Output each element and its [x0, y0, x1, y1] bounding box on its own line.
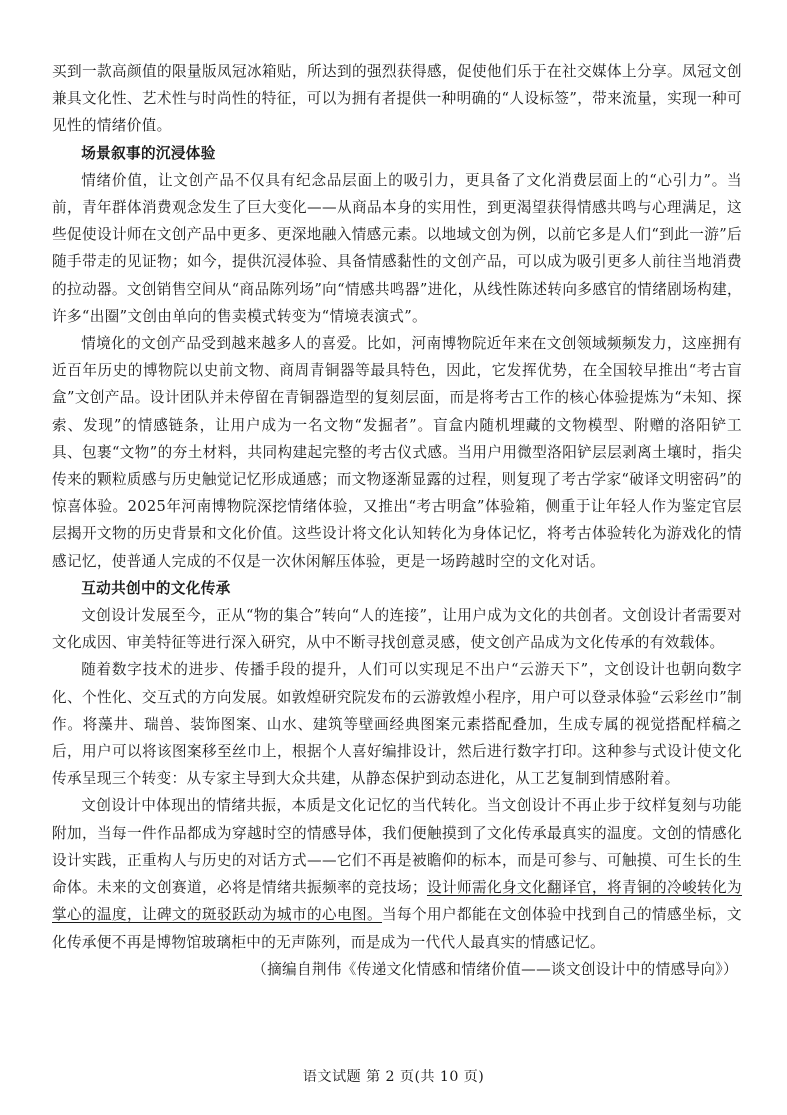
source-citation: （摘编自荆伟《传递文化情感和情绪价值——谈文创设计中的情感导向》）: [252, 960, 738, 978]
paragraph-digital: 随着数字技术的进步、传播手段的提升，人们可以实现足不出户“云游天下”，文创设计也朝向数字化、个性化、交互式的方向发展。如敦煌研究院发布的云游敦煌小程序，用户可以登录体验“云彩丝巾”制作。将藻井、瑞兽、装饰图案、山水、建筑等壁画经典图案元素搭配叠加，生成专属的视觉搭配样稿之后，用户可以将该图案移至丝巾上，根据个人喜好编排设计，然后进行数字打印。这种参与式设计使文化传承呈现三个转变：从专家主导到大众共建，从静态保护到动态进化，从工艺复制到情感附着。: [52, 661, 742, 788]
page-footer: 语文试题 第 2 页(共 10 页): [302, 1069, 485, 1085]
section-heading-immersive: 场景叙事的沉浸体验: [81, 144, 216, 162]
paragraph-emotional-value: 情绪价值，让文创产品不仅具有纪念品层面上的吸引力，更具备了文化消费层面上的“心引力”。当前，青年群体消费观念发生了巨大变化——从商品本身的实用性，到更渴望获得情感共鸣与心理满足，这些促使设计师在文创产品中更多、更深地融入情感元素。以地域文创为例，以前它多是人们“到此一游”后随手带走的见证物；如今，提供沉浸体验、具备情感黏性的文创产品，可以成为吸引更多人前往当地消费的拉动器。文创销售空间从“商品陈列场”向“情感共鸣器”进化，从线性陈述转向多感官的情绪剧场构建，许多“出圈”文创由单向的售卖模式转变为“情境表演式”。: [52, 171, 742, 325]
paragraph-co-creator: 文创设计发展至今，正从“物的集合”转向“人的连接”，让用户成为文化的共创者。文创设计者需要对文化成因、审美特征等进行深入研究，从中不断寻找创意灵感，使文创产品成为文化传承的有效载体。: [52, 607, 742, 652]
article-body: [52, 58, 742, 983]
conclusion-text-a: 文创设计中体现出的情绪共振，本质是文化记忆的当代转化。当文创设计不再止步于纹样复刻与功能附加，当每一件作品都成为穿越时空的情感导体，我们便触摸到了文化传承最真实的温度。文创的情感化设计实践，正重构人与历史的对话方式——它们不再是被瞻仰的标本，而是可参与、可触摸、可生长的生命体。未来的文创赛道，必将是情绪共振频率的竞技场；: [52, 797, 742, 897]
conclusion-text-b: 当每个用户都能在文创体验中找到自己的情感坐标，文化传承便不再是博物馆玻璃柜中的无声陈列，而是成为一代代人最真实的情感记忆。: [52, 906, 743, 951]
underlined-sentence: 设计师需化身文化翻译官，将青铜的冷峻转化为掌心的温度，让碑文的斑驳跃动为城市的心电图。: [52, 879, 742, 924]
paragraph-conclusion: [52, 792, 742, 955]
section-heading-co-creation: 互动共创中的文化传承: [81, 579, 231, 597]
paragraph-continued: 买到一款高颜值的限量版凤冠冰箱贴，所达到的强烈获得感，促使他们乐于在社交媒体上分享。凤冠文创兼具文化性、艺术性与时尚性的特征，可以为拥有者提供一种明确的“人设标签”，带来流量，实现一种可见性的情绪价值。: [52, 63, 742, 135]
paragraph-henan-museum: 情境化的文创产品受到越来越多人的喜爱。比如，河南博物院近年来在文创领域频频发力，这座拥有近百年历史的博物院以史前文物、商周青铜器等最具特色，因此，它发挥优势，在全国较早推出“考古盲盒”文创产品。设计团队并未停留在青铜器造型的复刻层面，而是将考古工作的核心体验提炼为“未知、探索、发现”的情感链条，让用户成为一名文物“发掘者”。盲盒内随机埋藏的文物模型、附赠的洛阳铲工具、包裹“文物”的夯土材料，共同构建起完整的考古仪式感。当用户用微型洛阳铲层层剥离土壤时，指尖传来的颗粒质感与历史触觉记忆形成通感；而文物逐渐显露的过程，则复现了考古学家“破译文明密码”的惊喜体验。2025年河南博物院深挖情绪体验，又推出“考古明盒”体验箱，侧重于让年轻人作为鉴定官层层揭开文物的历史背景和文化价值。这些设计将文化认知转化为身体记忆，将考古体验转化为游戏化的情感记忆，使普通人完成的不仅是一次休闲解压体验，更是一场跨越时空的文化对话。: [52, 335, 742, 570]
